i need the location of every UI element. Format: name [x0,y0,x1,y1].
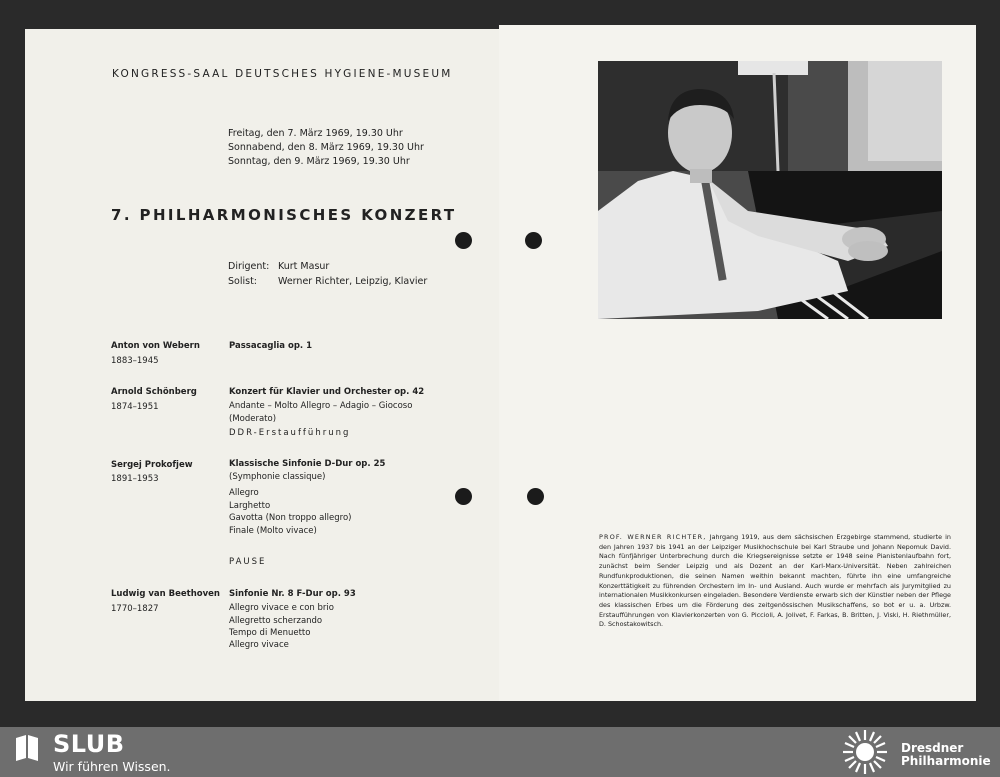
composer-name: Anton von Webern [111,341,200,351]
partner-name-line1: Dresdner [901,741,964,755]
work-movement: Allegro vivace e con brio [229,603,334,613]
work-movement: Larghetto [229,501,271,511]
work-movement: Allegro [229,488,259,498]
soloist-label: Solist: [228,276,257,287]
punch-hole [525,232,542,249]
work-movement: Allegro vivace [229,640,289,650]
date-line: Freitag, den 7. März 1969, 19.30 Uhr [228,128,403,139]
program-page-left [25,29,499,701]
pianist-photo-illustration [598,61,942,319]
partner-name-line2: Philharmonie [901,754,991,768]
venue-heading: KONGRESS-SAAL DEUTSCHES HYGIENE-MUSEUM [112,68,453,80]
composer-years: 1891–1953 [111,474,159,484]
bio-text: Jahrgang 1919, aus dem sächsischen Erzgebirge stammend, studierte in den Jahren 1937 bis 1941 an der Leipziger Musikhochschule bei Karl Straube und Johann Nepomuk David. Nach fünfjähriger Unterbrechung durch die Kriegsereignisse setzte er 1948 seine Pianistenlaufbahn fort, zunächst beim Sender Leipzig und als Dozent an der Karl-Marx-Universität. Neben zahlreichen Rundfunkproduktionen, die seinen Namen weithin bekannt machten, führte ihn eine umfangreiche Konzerttätigkeit zu führenden Orchestern im In- und Ausland. Auch wurde er mehrfach als Jurymitglied zu internationalen Musikkonkursen eingeladen. Besondere Verdienste erwarb sich der Künstler neben der Pflege des klassischen Erbes um die Förderung des zeitgenössischen Musikschaffens, so bot er u. a. Urbzw. Erstaufführungen von Klavierkonzerten von G. Piccioli, A. Jolivet, F. Farkas, B. Britten, J. Viski, H. Riethmüller, D. Schostakowitsch. [599,533,951,629]
soloist-biography [599,533,951,630]
slub-tagline: Wir führen Wissen. [53,759,171,774]
punch-hole [455,232,472,249]
composer-years: 1770–1827 [111,604,159,614]
composer-years: 1883–1945 [111,356,159,366]
date-line: Sonnabend, den 8. März 1969, 19.30 Uhr [228,142,424,153]
pianist-photo [598,61,942,319]
work-movement: (Moderato) [229,414,277,424]
work-note: DDR-Erstaufführung [229,428,351,438]
work-subtitle: (Symphonie classique) [229,472,326,482]
composer-years: 1874–1951 [111,402,159,412]
work-movement: Finale (Molto vivace) [229,526,317,536]
punch-hole [527,488,544,505]
program-page-right [499,25,976,701]
partner-logo-text[interactable] [901,742,991,768]
work-movement: Tempo di Menuetto [229,628,311,638]
composer-name: Sergej Prokofjew [111,460,193,470]
conductor-name: Kurt Masur [278,261,330,272]
pause-label: PAUSE [229,557,267,567]
work-movement: Andante – Molto Allegro – Adagio – Giocoso [229,401,413,411]
work-movement: Gavotta (Non troppo allegro) [229,513,352,523]
work-title: Passacaglia op. 1 [229,341,312,351]
slub-logo-text[interactable]: SLUB [53,730,125,758]
soloist-name: Werner Richter, Leipzig, Klavier [278,276,428,287]
work-title: Klassische Sinfonie D-Dur op. 25 [229,459,386,469]
composer-name: Arnold Schönberg [111,387,197,397]
book-logo-icon[interactable] [12,732,42,762]
date-line: Sonntag, den 9. März 1969, 19.30 Uhr [228,156,410,167]
work-movement: Allegretto scherzando [229,616,323,626]
work-title: Sinfonie Nr. 8 F-Dur op. 93 [229,589,356,599]
conductor-label: Dirigent: [228,261,270,272]
punch-hole [455,488,472,505]
sunburst-logo-icon[interactable] [840,727,890,777]
composer-name: Ludwig van Beethoven [111,589,220,599]
work-title: Konzert für Klavier und Orchester op. 42 [229,387,425,397]
bio-name: PROF. WERNER RICHTER, [599,533,707,541]
concert-title: 7. PHILHARMONISCHES KONZERT [111,206,457,224]
